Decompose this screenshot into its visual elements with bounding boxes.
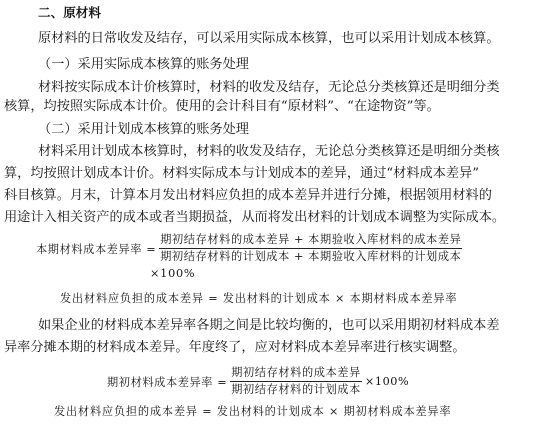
paragraph-opening-rate-line-2: 异率分摊本期的材料成本差异。年度终了，应对材料成本差异率进行核实调整。 <box>4 340 466 355</box>
formula-opening-variance-rate <box>107 366 409 397</box>
formula-3-numerator: 期初结存材料的成本差异 <box>230 366 362 382</box>
formula-3-denominator: 期初结存材料的计划成本 <box>231 383 361 396</box>
formula-1-fraction <box>159 233 462 264</box>
formula-3-suffix: ×100% <box>364 375 410 388</box>
subsection-heading-planned-cost: （二）采用计划成本核算的账务处理 <box>38 122 249 137</box>
paragraph-planned-cost-line-1: 材料采用计划成本核算时，材料的收发及结存，无论总分类核算还是明细分类核 <box>38 144 500 159</box>
formula-current-variance-rate <box>36 233 465 264</box>
paragraph-actual-cost-line-2: 核算，均按照实际成本计价。使用的会计科目有“原材料”、“在途物资”等。 <box>4 99 440 114</box>
formula-1-numerator: 期初结存材料的成本差异 + 本期验收入库材料的成本差异 <box>159 233 462 249</box>
formula-allocated-variance-opening: 发出材料应负担的成本差异 = 发出材料的计划成本 × 期初材料成本差异率 <box>54 405 452 418</box>
paragraph-planned-cost-line-3: 科目核算。月末，计算本月发出材料应负担的成本差异并进行分摊，根据领用材料的 <box>4 188 492 203</box>
formula-1-denominator: 期初结存材料的计划成本 + 本期验收入库材料的计划成本 <box>160 250 462 263</box>
formula-allocated-variance-current: 发出材料应负担的成本差异 = 发出材料的计划成本 × 本期材料成本差异率 <box>60 292 458 305</box>
section-title: 二、原材料 <box>38 5 101 20</box>
formula-3-lhs: 期初材料成本差异率 = <box>107 375 228 389</box>
formula-1-suffix: ×100% <box>150 267 196 280</box>
formula-3-fraction <box>230 366 362 397</box>
formula-1-lhs: 本期材料成本差异率 = <box>36 242 157 256</box>
paragraph-planned-cost-line-2: 算，均按照计划成本计价。材料实际成本与计划成本的差异，通过“材料成本差异” <box>4 166 480 181</box>
paragraph-actual-cost-line-1: 材料按实际成本计价核算时，材料的收发及结存，无论总分类核算还是明细分类 <box>38 80 500 95</box>
paragraph-planned-cost-line-4: 用途计入相关资产的成本或者当期损益，从而将发出材料的计划成本调整为实际成本。 <box>4 210 506 225</box>
intro-paragraph: 原材料的日常收发及结存，可以采用实际成本核算，也可以采用计划成本核算。 <box>38 31 500 46</box>
subsection-heading-actual-cost: （一）采用实际成本核算的账务处理 <box>38 57 249 72</box>
paragraph-opening-rate-line-1: 如果企业的材料成本差异率各期之间是比较均衡的，也可以采用期初材料成本差 <box>38 318 500 333</box>
